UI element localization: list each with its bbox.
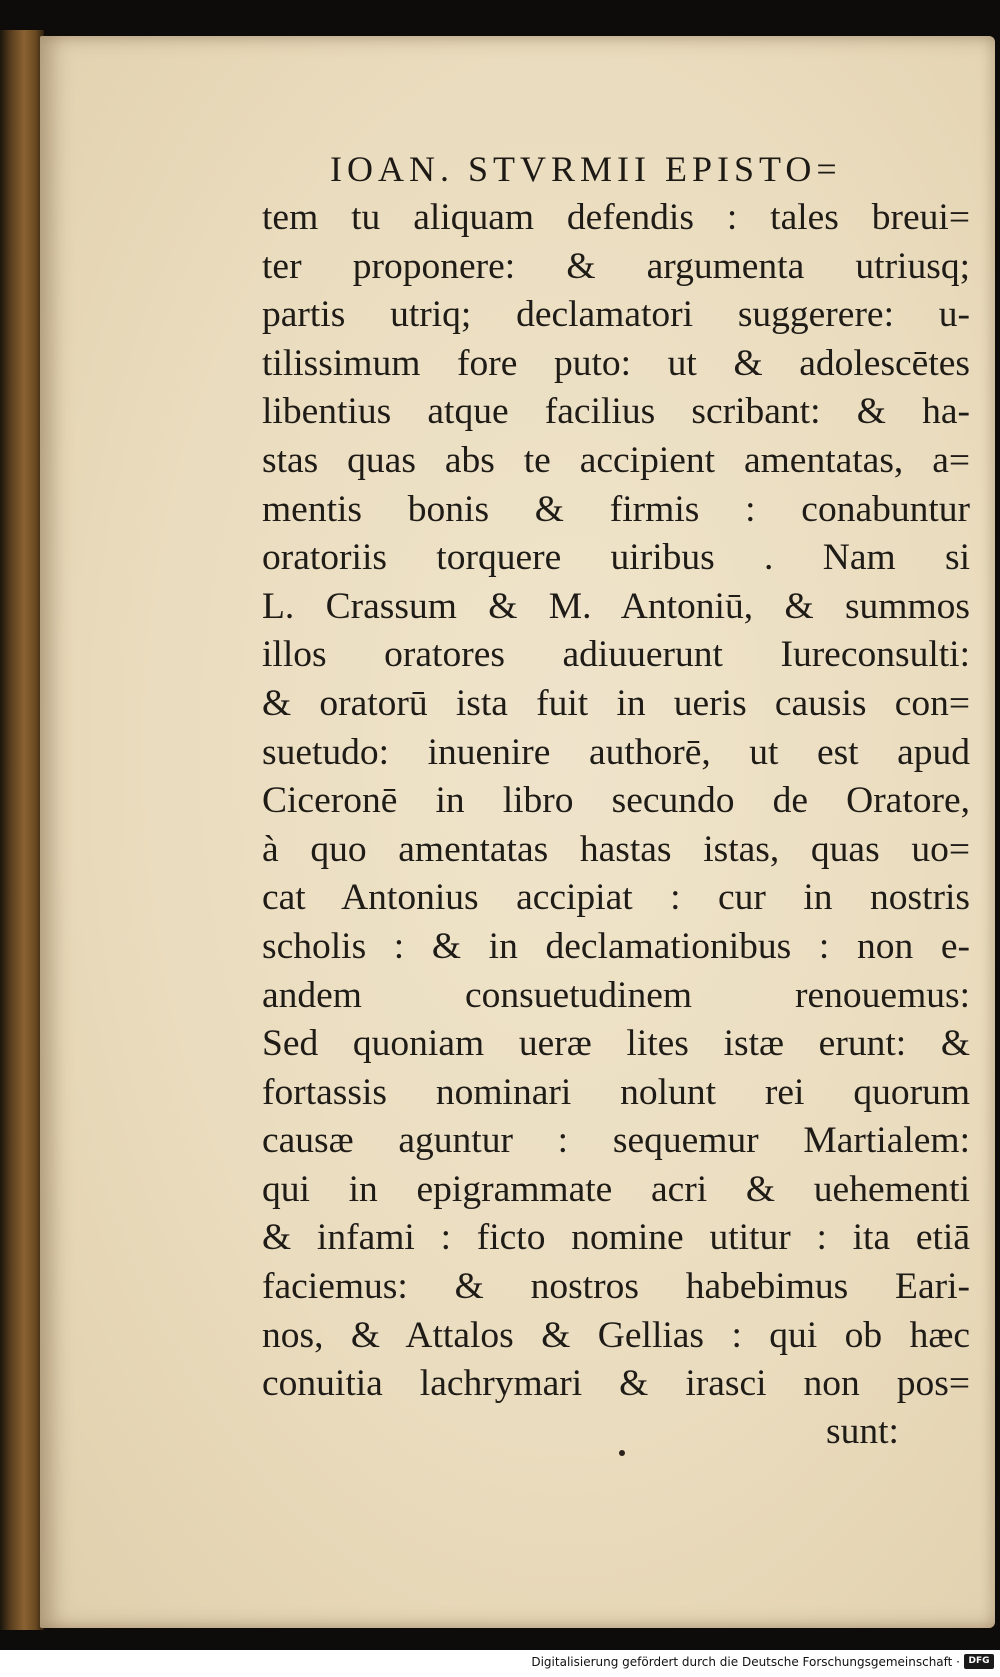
text-line: L. Crassum & M. Antoniū, & summos [262,585,970,627]
text-line: andem consuetudinem renouemus: [262,974,970,1016]
running-head: IOAN. STVRMII EPISTO= [330,149,842,189]
text-line: cat Antonius accipiat : cur in nostris [262,877,970,919]
text-line: stas quas abs te accipient amentatas, a= [262,439,970,481]
funding-credit: Digitalisierung gefördert durch die Deutsche Forschungsgemeinschaft · [531,1655,960,1669]
text-line: conuitia lachrymari & irasci non pos= [262,1363,970,1405]
ink-spot [619,1450,625,1456]
text-line: suetudo: inuenire authorē, ut est apud [262,731,970,773]
text-line: mentis bonis & firmis : conabuntur [262,488,970,530]
text-line: faciemus: & nostros habebimus Eari- [262,1266,970,1308]
text-line: fortassis nominari nolunt rei quorum [262,1071,970,1113]
text-line: qui in epigrammate acri & uehementi [262,1168,970,1210]
text-line: libentius atque facilius scribant: & ha- [262,391,970,433]
text-line: scholis : & in declamationibus : non e- [262,925,970,967]
text-line: & infami : ficto nomine utitur : ita etiā [262,1217,970,1259]
text-line: tilissimum fore puto: ut & adolescētes [262,342,970,384]
dfg-logo-icon: DFG [964,1654,994,1669]
text-line: illos oratores adiuuerunt Iureconsulti: [262,634,970,676]
text-line: causæ aguntur : sequemur Martialem: [262,1120,970,1162]
text-line: oratoriis torquere uiribus . Nam si [262,537,970,579]
text-line: Ciceronē in libro secundo de Oratore, [262,780,970,822]
text-line: nos, & Attalos & Gellias : qui ob hæc [262,1314,970,1356]
text-line: Sed quoniam ueræ lites istæ erunt: & [262,1023,970,1065]
text-line: à quo amentatas hastas istas, quas uo= [262,828,970,870]
body-text [262,194,970,1409]
text-line: & oratorū ista fuit in ueris causis con= [262,682,970,724]
text-line: tem tu aliquam defendis : tales breui= [262,197,970,238]
text-line: partis utriq; declamatori suggerere: u- [262,294,970,336]
text-line: ter proponere: & argumenta utriusq; [262,245,970,287]
catchword: sunt: [826,1411,899,1452]
page-edge [0,30,44,1630]
